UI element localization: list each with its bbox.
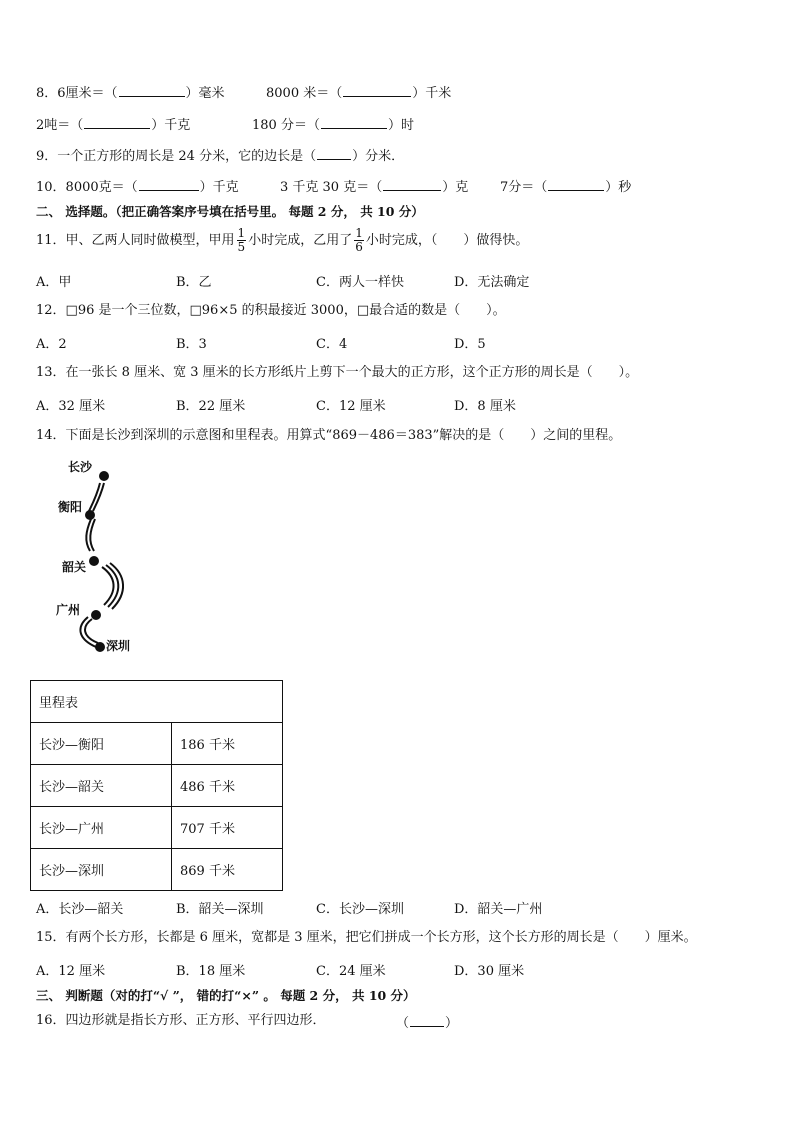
q12-option-a[interactable]: A．2 <box>36 337 67 352</box>
q11-option-a[interactable]: A．甲 <box>36 275 72 290</box>
map-label-guangzhou: 广州 <box>56 603 81 617</box>
q15-option-b[interactable]: B．18 厘米 <box>176 964 246 979</box>
q8-b-suffix: ）千米 <box>412 86 452 101</box>
q8-c-suffix: ）千克 <box>151 118 191 133</box>
distance-cell: 486 千米 <box>172 765 283 807</box>
q12-option-b[interactable]: B．3 <box>176 337 207 352</box>
q16-blank[interactable] <box>410 1014 444 1027</box>
q8-line-1 <box>36 82 225 101</box>
section-2-heading: 二、 选择题。（把正确答案序号填在括号里。 每题 2 分， 共 10 分） <box>36 204 424 219</box>
q11-stem <box>36 224 528 258</box>
q11-prefix: 11．甲、乙两人同时做模型，甲用 <box>36 233 235 248</box>
q10-b-suffix: ）克 <box>442 180 469 195</box>
q8-line-2 <box>36 114 190 133</box>
q10-c-prefix: 7分＝（ <box>500 180 548 195</box>
q16-stem: 16．四边形就是指长方形、正方形、平行四边形． <box>36 1013 326 1028</box>
route-cell: 长沙—韶关 <box>31 765 172 807</box>
q11-fraction-1: $\frac{1}{5}$ <box>237 226 246 254</box>
q8-d-blank[interactable] <box>321 116 387 129</box>
distance-cell: 186 千米 <box>172 723 283 765</box>
q8-d-prefix: 180 分＝（ <box>252 118 320 133</box>
q15-option-c[interactable]: C．24 厘米 <box>316 964 386 979</box>
table-title-row <box>31 681 283 723</box>
section-3-heading: 三、 判断题（对的打“√ ”， 错的打“×” 。 每题 2 分， 共 10 分） <box>36 988 416 1003</box>
q14-option-c[interactable]: C．长沙—深圳 <box>316 902 404 917</box>
q14-option-a[interactable]: A．长沙—韶关 <box>36 902 124 917</box>
map-label-hengyang: 衡阳 <box>58 500 83 514</box>
q16-paren-close: ） <box>445 1016 459 1031</box>
q9-prefix: 9．一个正方形的周长是 24 分米，它的边长是（ <box>36 149 317 164</box>
q13-stem: 13．在一张长 8 厘米、宽 3 厘米的长方形纸片上剪下一个最大的正方形，这个正方形的周长是（ ）。 <box>36 365 639 380</box>
q10-a-prefix: 10．8000克＝（ <box>36 180 138 195</box>
q8-line-2b <box>252 114 414 133</box>
q13-option-a[interactable]: A．32 厘米 <box>36 399 106 414</box>
q14-stem: 14．下面是长沙到深圳的示意图和里程表。用算式“869－486＝383”解决的是（ ）之间的里程。 <box>36 428 622 443</box>
distance-cell: 869 千米 <box>172 849 283 891</box>
route-map <box>50 455 160 665</box>
table-row <box>31 849 283 891</box>
q10-a-suffix: ）千克 <box>199 180 239 195</box>
q14-option-b[interactable]: B．韶关—深圳 <box>176 902 264 917</box>
q8-c-prefix: 2吨＝（ <box>36 118 84 133</box>
q12-option-c[interactable]: C．4 <box>316 337 348 352</box>
q10-b-prefix: 3 千克 30 克＝（ <box>280 180 383 195</box>
q9-suffix: ）分米． <box>352 149 405 164</box>
q8-c-blank[interactable] <box>84 116 150 129</box>
q11-suffix: 小时完成，（ ）做得快。 <box>365 233 529 248</box>
q11-option-d[interactable]: D．无法确定 <box>454 275 530 290</box>
q8-b-blank[interactable] <box>343 84 411 97</box>
map-label-changsha: 长沙 <box>68 460 93 474</box>
q11-middle: 小时完成，乙用了 <box>248 233 353 248</box>
mileage-table <box>30 680 283 891</box>
q11-fraction-2: $\frac{1}{6}$ <box>355 226 363 254</box>
q13-option-c[interactable]: C．12 厘米 <box>316 399 386 414</box>
q11-option-b[interactable]: B．乙 <box>176 275 212 290</box>
q15-option-a[interactable]: A．12 厘米 <box>36 964 106 979</box>
q11-option-c[interactable]: C．两人一样快 <box>316 275 404 290</box>
q13-option-d[interactable]: D．8 厘米 <box>454 399 516 414</box>
table-row <box>31 765 283 807</box>
q16-answer <box>396 1012 458 1031</box>
q15-option-d[interactable]: D．30 厘米 <box>454 964 525 979</box>
route-cell: 长沙—广州 <box>31 807 172 849</box>
q15-stem: 15．有两个长方形，长都是 6 厘米，宽都是 3 厘米，把它们拼成一个长方形，这个长方形的周长是（ ）厘米。 <box>36 930 697 945</box>
q12-stem: 12．□96 是一个三位数，□96×5 的积最接近 3000，□最合适的数是（ ）。 <box>36 303 506 318</box>
q10-c-suffix: ）秒 <box>605 180 632 195</box>
distance-cell: 707 千米 <box>172 807 283 849</box>
q16-paren-open: （ <box>396 1016 410 1031</box>
q10-b-blank[interactable] <box>383 178 441 191</box>
route-cell: 长沙—深圳 <box>31 849 172 891</box>
q14-option-d[interactable]: D．韶关—广州 <box>454 902 543 917</box>
table-row <box>31 807 283 849</box>
q8-a-blank[interactable] <box>119 84 185 97</box>
map-label-shenzhen: 深圳 <box>106 639 131 653</box>
q8-b-prefix: 8000 米＝（ <box>266 86 343 101</box>
map-label-shaoguan: 韶关 <box>62 560 87 574</box>
table-row <box>31 723 283 765</box>
route-cell: 长沙—衡阳 <box>31 723 172 765</box>
q8-line-1b <box>266 82 451 101</box>
q10-a-blank[interactable] <box>139 178 199 191</box>
q13-option-b[interactable]: B．22 厘米 <box>176 399 246 414</box>
q8-a-prefix: 8．6厘米＝（ <box>36 86 118 101</box>
q10-c-blank[interactable] <box>548 178 604 191</box>
q8-a-suffix: ）毫米 <box>185 86 225 101</box>
q8-d-suffix: ）时 <box>387 118 414 133</box>
q9-line <box>36 145 404 164</box>
table-title: 里程表 <box>31 681 283 723</box>
q10-line-c <box>500 176 631 195</box>
q10-line-b <box>280 176 468 195</box>
q9-blank[interactable] <box>317 147 351 160</box>
q10-line-a <box>36 176 239 195</box>
q12-option-d[interactable]: D．5 <box>454 337 486 352</box>
